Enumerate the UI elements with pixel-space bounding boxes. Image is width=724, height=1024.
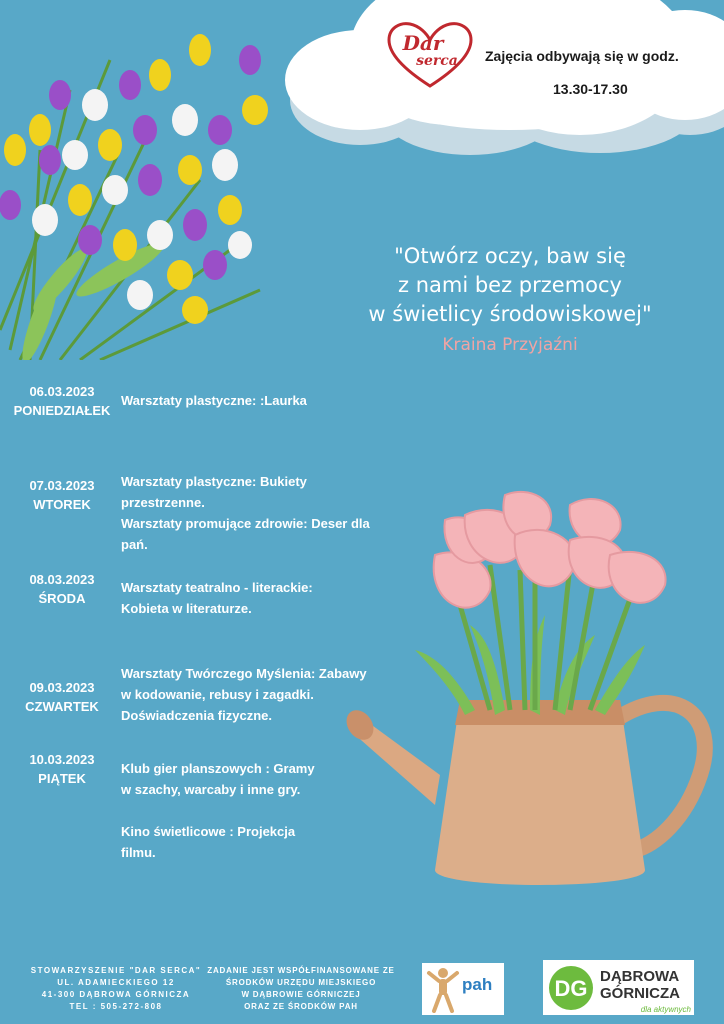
wooden-figure-icon (426, 967, 460, 1013)
day-name: CZWARTEK (25, 699, 99, 714)
day-name: PIĄTEK (38, 771, 86, 786)
event-line: Warsztaty teatralno - literackie: (121, 580, 313, 595)
day-name: WTOREK (33, 497, 91, 512)
schedule-event (121, 390, 406, 411)
event-line: w kodowanie, rebusy i zagadki. (121, 687, 314, 702)
schedule-date (6, 570, 118, 608)
logo-text-dar: Dar (402, 31, 444, 55)
dg-mark-text: DG (554, 976, 588, 1001)
event-line: Doświadczenia fizyczne. (121, 708, 272, 723)
city-name-line1: DĄBROWA (600, 968, 680, 985)
org-street: UL. ADAMIECKIEGO 12 (57, 978, 175, 987)
event-line: Kobieta w literaturze. (121, 601, 252, 616)
hours-intro: Zajęcia odbywają się w godz. (485, 48, 679, 64)
city-name-line2: GÓRNICZA (600, 985, 680, 1002)
day-name: PONIEDZIAŁEK (13, 403, 111, 418)
tulip-bouquet-image (0, 30, 290, 360)
event-line: Warsztaty plastyczne: :Laurka (121, 393, 307, 408)
quote-line-3: w świetlicy środowiskowej" (368, 302, 652, 326)
event-line: pań. (121, 537, 148, 552)
date-value: 07.03.2023 (29, 478, 95, 493)
event-line: Warsztaty plastyczne: Bukiety (121, 474, 307, 489)
event-line: Kino świetlicowe : Projekcja (121, 824, 296, 839)
org-phone: TEL : 505-272-808 (69, 1002, 163, 1011)
event-line: Warsztaty Twórczego Myślenia: Zabawy (121, 666, 367, 681)
event-line: Klub gier planszowych : Gramy (121, 761, 315, 776)
quote-line-2: z nami bez przemocy (398, 273, 622, 297)
schedule-date (6, 382, 118, 420)
funding-line: ZADANIE JEST WSPÓŁFINANSOWANE ZE (207, 966, 395, 975)
quote-line-1: "Otwórz oczy, baw się (394, 244, 626, 268)
quote-subtitle: Kraina Przyjaźni (442, 335, 578, 355)
watering-can-tulips-image (345, 485, 720, 895)
date-value: 10.03.2023 (29, 752, 95, 767)
schedule-date (6, 750, 118, 788)
funding-line: ŚRODKÓW URZĘDU MIEJSKIEGO (225, 978, 377, 987)
funding-line: ORAZ ZE ŚRODKÓW PAH (244, 1002, 358, 1011)
day-name: ŚRODA (38, 591, 86, 606)
pah-logo-text: pah (462, 975, 493, 994)
dar-serca-logo (385, 20, 475, 90)
date-value: 08.03.2023 (29, 572, 95, 587)
org-city: 41-300 DĄBROWA GÓRNICZA (41, 990, 191, 999)
date-value: 09.03.2023 (29, 680, 95, 695)
schedule-date (6, 678, 118, 716)
event-line: w szachy, warcaby i inne gry. (121, 782, 301, 797)
funding-line: W DĄBROWIE GÓRNICZEJ (241, 990, 361, 999)
footer-funding (196, 965, 406, 1013)
city-tagline: dla aktywnych (640, 1005, 691, 1014)
hours-value: 13.30-17.30 (553, 81, 628, 97)
event-line: przestrzenne. (121, 495, 205, 510)
schedule-date (6, 476, 118, 514)
org-name: STOWARZYSZENIE "DAR SERCA" (30, 966, 202, 975)
footer-organization (16, 965, 216, 1013)
dabrowa-gornicza-logo (543, 960, 694, 1015)
event-line: Warsztaty promujące zdrowie: Deser dla (121, 516, 370, 531)
logo-text-serca: serca (416, 53, 458, 69)
dg-mark-icon (547, 964, 595, 1012)
date-value: 06.03.2023 (29, 384, 95, 399)
event-line: filmu. (121, 845, 156, 860)
pah-logo (422, 963, 504, 1015)
cloud-shape (270, 0, 724, 155)
